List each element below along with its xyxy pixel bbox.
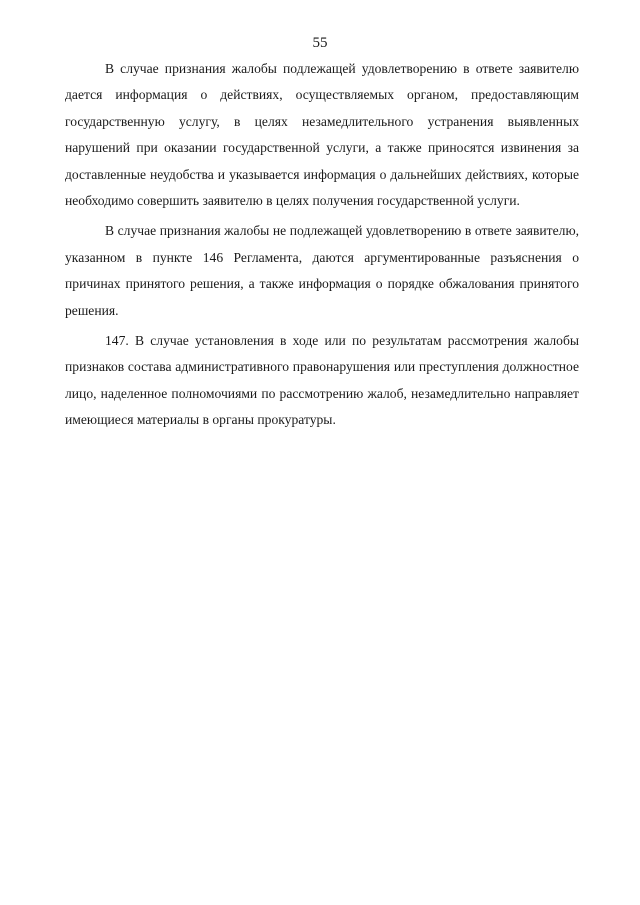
paragraph-complaint-satisfied: В случае признания жалобы подлежащей удовлетворению в ответе заявителю дается информация о действиях, осуществляемых органом, предоставляющим государственную услугу, в целях незамедлительного устранения выявленных нарушений при оказании государственной услуги, а также приносятся извинения за доставленные неудобства и указывается информация о дальнейших действиях, которые необходимо совершить заявителю в целях получения государственной услуги. [65, 61, 579, 209]
document-body [65, 56, 579, 438]
page-number: 55 [312, 35, 328, 51]
paragraph-clause-147: 147. В случае установления в ходе или по результатам рассмотрения жалобы признаков состава административного правонарушения или преступления должностное лицо, наделенное полномочиями по рассмотрению жалоб, незамедлительно направляет имеющиеся материалы в органы прокуратуры. [65, 333, 579, 428]
paragraph-complaint-rejected: В случае признания жалобы не подлежащей удовлетворению в ответе заявителю, указанном в пункте 146 Регламента, даются аргументированные разъяснения о причинах принятого решения, а также информация о порядке обжалования принятого решения. [65, 223, 579, 318]
